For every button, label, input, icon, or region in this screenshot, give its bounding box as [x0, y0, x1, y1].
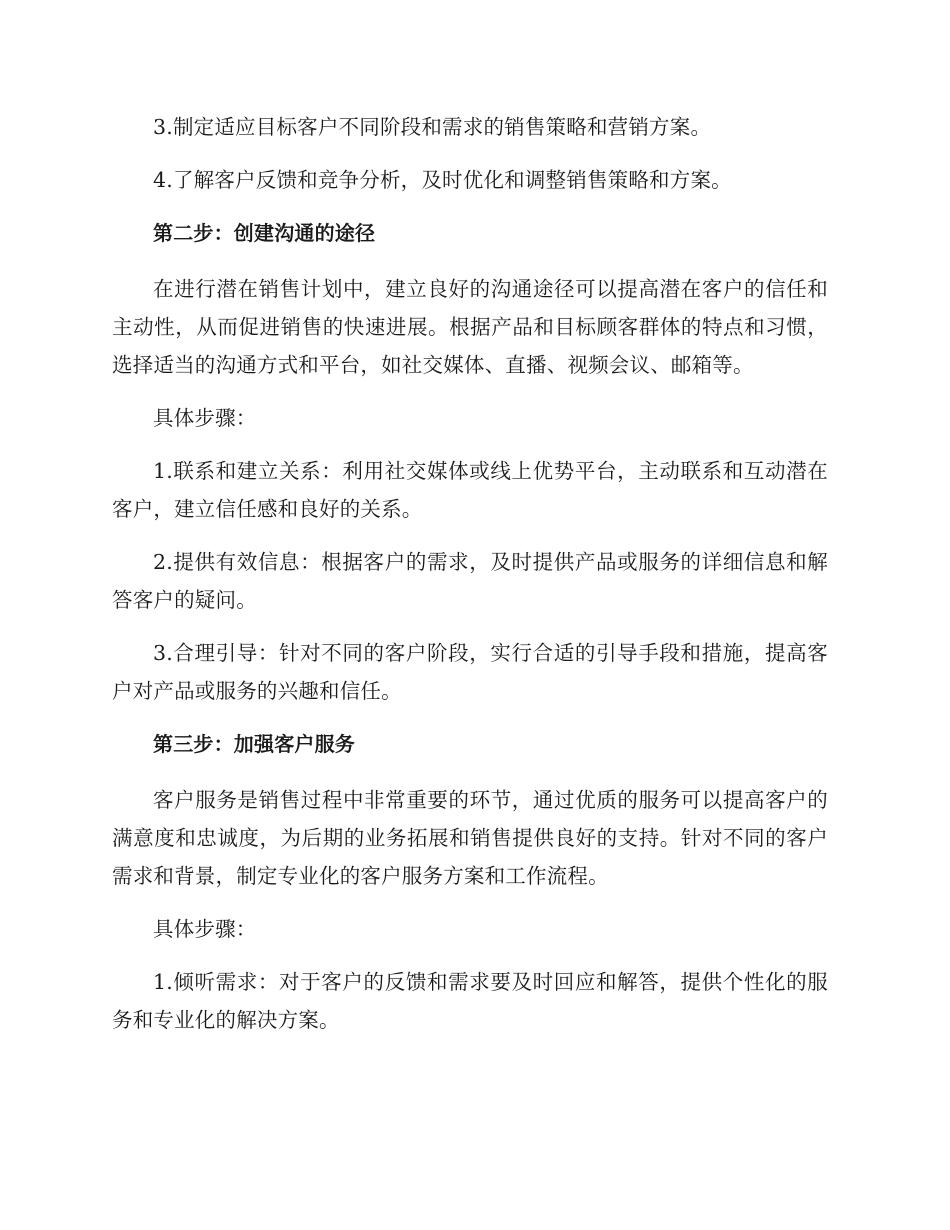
step-item-1-contact: 1.联系和建立关系：利用社交媒体或线上优势平台，主动联系和互动潜在客户，建立信任感和良好的关系。: [112, 459, 828, 521]
label-specific-steps: 具体步骤：: [153, 406, 257, 430]
section-heading-step-two: 第二步：创建沟通的途径: [153, 221, 376, 245]
step-item-3-guidance: 3.合理引导：针对不同的客户阶段，实行合适的引导手段和措施，提高客户对产品或服务的兴趣和信任。: [112, 641, 828, 703]
step-item-1-listen: 1.倾听需求：对于客户的反馈和需求要及时回应和解答，提供个性化的服务和专业化的解决方案。: [112, 970, 828, 1032]
step-item-2-information: 2.提供有效信息：根据客户的需求，及时提供产品或服务的详细信息和解答客户的疑问。: [112, 550, 828, 612]
step-item-3-strategy: 3.制定适应目标客户不同阶段和需求的销售策略和营销方案。: [153, 115, 712, 139]
label-specific-steps: 具体步骤：: [153, 917, 257, 941]
step-item-4-feedback: 4.了解客户反馈和竞争分析，及时优化和调整销售策略和方案。: [153, 168, 732, 192]
paragraph-customer-service-intro: 客户服务是销售过程中非常重要的环节，通过优质的服务可以提高客户的满意度和忠诚度，为后期的业务拓展和销售提供良好的支持。针对不同的客户需求和背景，制定专业化的客户服务方案和工作流程。: [112, 788, 828, 888]
section-heading-step-three: 第三步：加强客户服务: [153, 732, 355, 756]
document-body: [112, 108, 828, 1054]
paragraph-communication-intro: 在进行潜在销售计划中，建立良好的沟通途径可以提高潜在客户的信任和主动性，从而促进销售的快速进展。根据产品和目标顾客群体的特点和习惯，选择适当的沟通方式和平台，如社交媒体、直播、视频会议、邮箱等。: [112, 277, 828, 377]
